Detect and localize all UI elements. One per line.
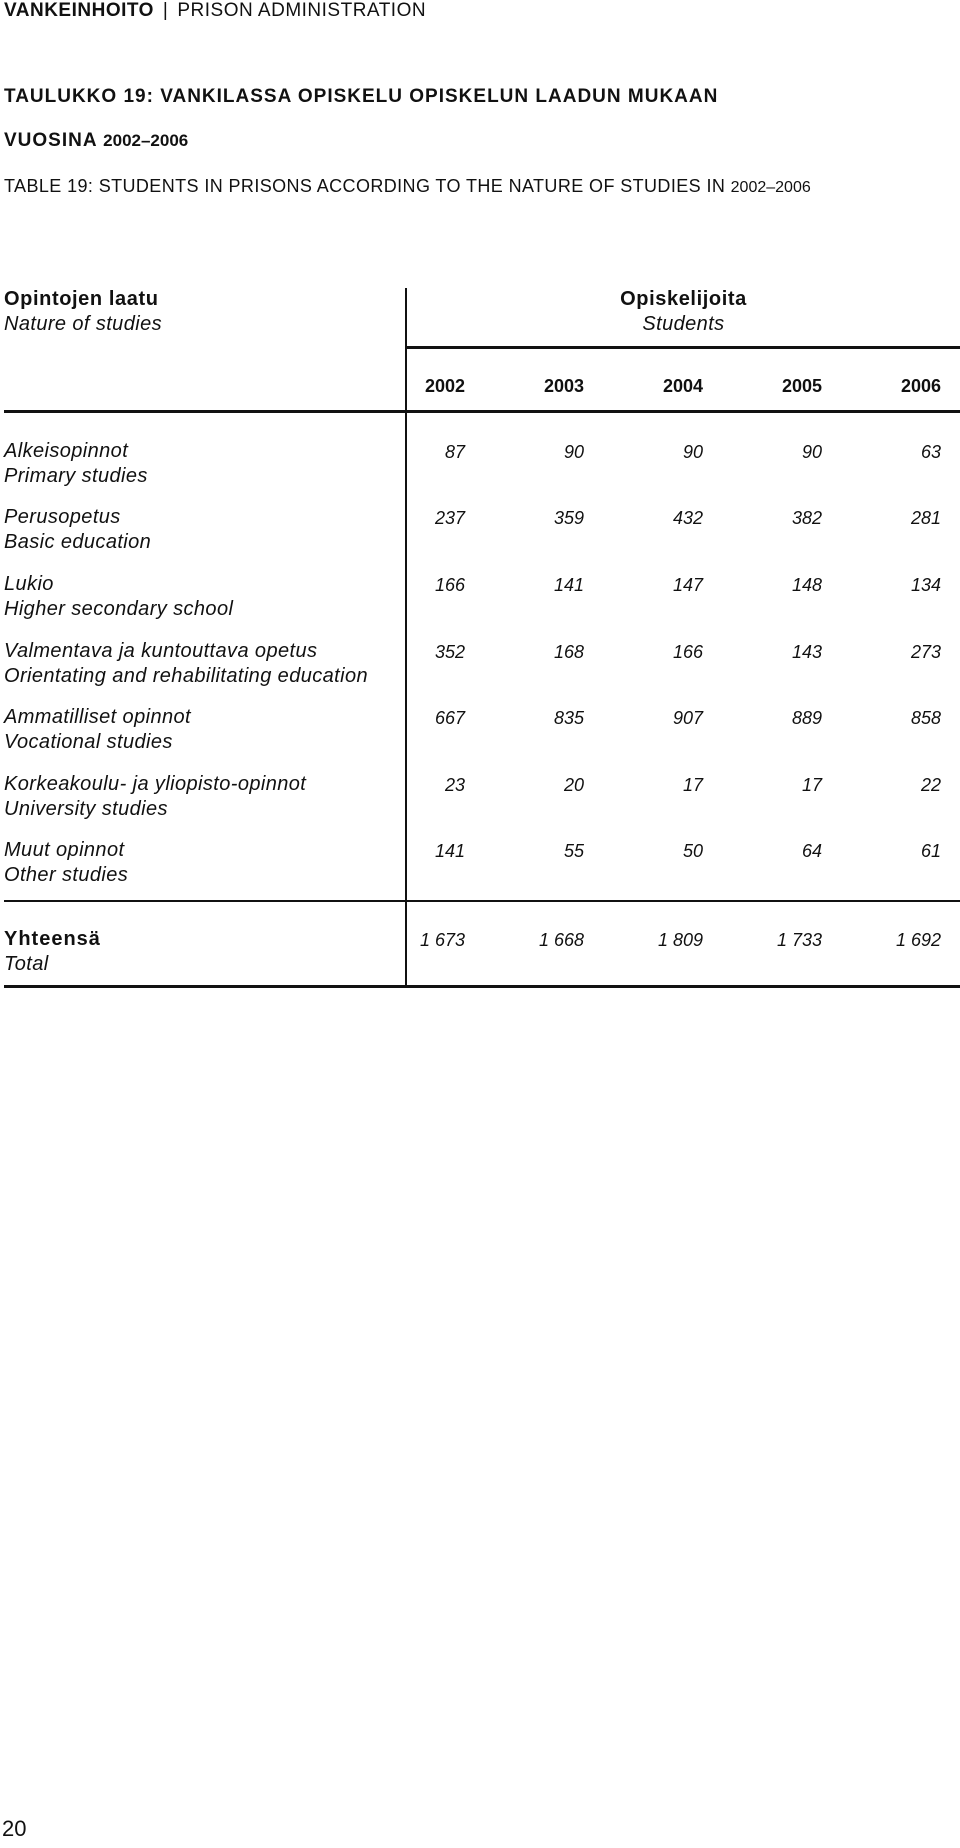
row-label-fi: Lukio [4, 573, 54, 595]
value-cell: 20 [563, 775, 584, 795]
value-cell: 134 [910, 575, 941, 595]
value-cell: 148 [791, 575, 822, 595]
header-rule [4, 410, 960, 413]
value-cell: 64 [801, 841, 822, 861]
total-cell: 1 692 [895, 930, 941, 950]
title-years-word: VUOSINA [4, 130, 97, 151]
table-title-en [4, 175, 811, 199]
value-cell: 90 [563, 442, 584, 462]
group-header-en: Students [642, 313, 725, 335]
value-cell: 907 [672, 708, 703, 728]
title-years-range: 2002–2006 [103, 131, 189, 150]
table-bottom-rule [4, 985, 960, 988]
group-header-fi: Opiskelijoita [620, 288, 747, 310]
running-head [4, 0, 426, 22]
title-en-years: 2002–2006 [730, 179, 811, 196]
value-cell: 889 [791, 708, 822, 728]
value-cell: 17 [682, 775, 703, 795]
row-label-en: University studies [4, 798, 168, 820]
row-label-fi: Valmentava ja kuntouttava opetus [4, 640, 318, 662]
row-label-fi: Ammatilliset opinnot [4, 706, 191, 728]
total-row [4, 928, 960, 988]
year-header: 2002 [424, 376, 465, 396]
title-en-text: TABLE 19: STUDENTS IN PRISONS ACCORDING TO THE NATURE OF STUDIES IN [4, 176, 726, 196]
row-label-en: Vocational studies [4, 731, 173, 753]
row-label-fi: Muut opinnot [4, 839, 125, 861]
year-header: 2003 [543, 376, 584, 396]
table-row [4, 706, 960, 766]
value-cell: 141 [553, 575, 584, 595]
total-rule [4, 900, 960, 902]
total-label-en: Total [4, 953, 49, 975]
value-cell: 667 [434, 708, 465, 728]
table-row [4, 573, 960, 633]
running-head-separator: | [162, 0, 169, 21]
row-label-fi: Perusopetus [4, 506, 121, 528]
value-cell: 858 [910, 708, 941, 728]
row-label-en: Basic education [4, 531, 152, 553]
value-cell: 352 [434, 642, 465, 662]
value-cell: 273 [910, 642, 941, 662]
col-header-fi: Opintojen laatu [4, 288, 159, 310]
students-table [4, 288, 960, 988]
value-cell: 22 [920, 775, 941, 795]
row-label-en: Orientating and rehabilitating education [4, 665, 369, 687]
value-cell: 50 [682, 841, 703, 861]
row-label-en: Primary studies [4, 465, 148, 487]
table-row [4, 839, 960, 899]
value-cell: 141 [434, 841, 465, 861]
value-cell: 281 [910, 508, 941, 528]
year-header: 2005 [781, 376, 822, 396]
value-cell: 359 [553, 508, 584, 528]
row-label-fi: Alkeisopinnot [4, 440, 129, 462]
row-label-en: Other studies [4, 864, 129, 886]
table-title-fi: TAULUKKO 19: VANKILASSA OPISKELU OPISKELUN LAADUN MUKAAN [4, 86, 719, 107]
value-cell: 90 [801, 442, 822, 462]
value-cell: 166 [434, 575, 465, 595]
value-cell: 17 [801, 775, 822, 795]
year-header: 2004 [662, 376, 703, 396]
value-cell: 90 [682, 442, 703, 462]
value-cell: 382 [791, 508, 822, 528]
value-cell: 168 [553, 642, 584, 662]
value-cell: 835 [553, 708, 584, 728]
running-head-fi: VANKEINHOITO [4, 0, 154, 21]
row-label-en: Higher secondary school [4, 598, 234, 620]
page-number: 20 [2, 1816, 27, 1841]
header-rule-group [405, 346, 960, 349]
value-cell: 147 [672, 575, 703, 595]
value-cell: 61 [920, 841, 941, 861]
table-row [4, 773, 960, 833]
year-header: 2006 [900, 376, 941, 396]
table-row [4, 640, 960, 700]
value-cell: 143 [791, 642, 822, 662]
total-cell: 1 668 [538, 930, 584, 950]
table-row [4, 440, 960, 500]
value-cell: 87 [444, 442, 465, 462]
row-label-fi: Korkeakoulu- ja yliopisto-opinnot [4, 773, 307, 795]
value-cell: 63 [920, 442, 941, 462]
total-label-fi: Yhteensä [4, 928, 101, 950]
value-cell: 237 [434, 508, 465, 528]
value-cell: 166 [672, 642, 703, 662]
table-row [4, 506, 960, 566]
value-cell: 55 [563, 841, 584, 861]
total-cell: 1 733 [776, 930, 822, 950]
col-header-en: Nature of studies [4, 313, 162, 335]
total-cell: 1 673 [419, 930, 465, 950]
value-cell: 23 [444, 775, 465, 795]
running-head-en: PRISON ADMINISTRATION [177, 0, 427, 21]
value-cell: 432 [672, 508, 703, 528]
table-title-fi-years [4, 130, 188, 152]
total-cell: 1 809 [657, 930, 703, 950]
